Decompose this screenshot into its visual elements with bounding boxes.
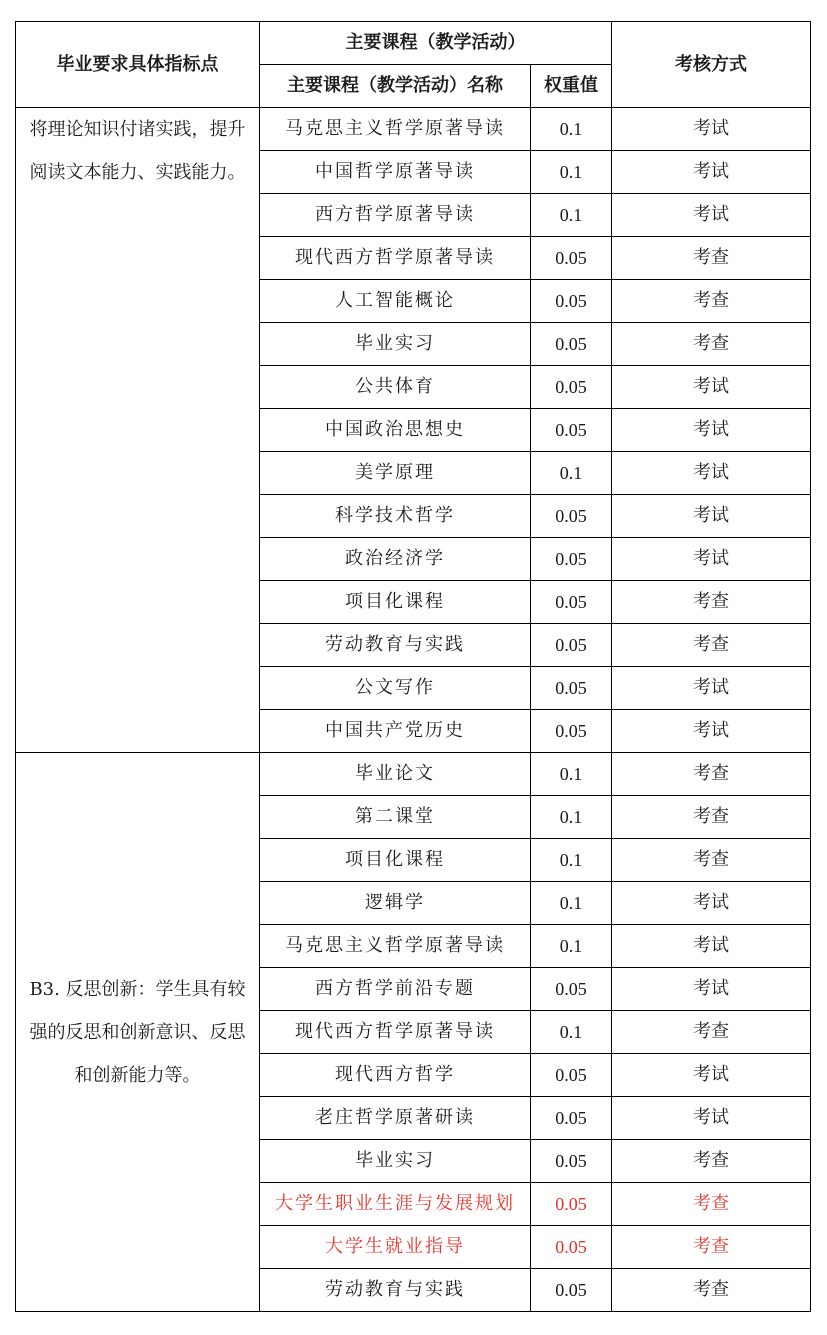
weight-cell: 0.05: [531, 1269, 612, 1312]
assessment-cell: 考查: [612, 1226, 811, 1269]
assessment-cell: 考查: [612, 1269, 811, 1312]
course-name-cell: 大学生职业生涯与发展规划: [260, 1183, 531, 1226]
table-row: [16, 108, 811, 151]
header-indicator: 毕业要求具体指标点: [16, 22, 260, 108]
course-name-cell: 人工智能概论: [260, 280, 531, 323]
assessment-cell: 考试: [612, 194, 811, 237]
course-name-cell: 项目化课程: [260, 839, 531, 882]
course-name-cell: 科学技术哲学: [260, 495, 531, 538]
assessment-cell: 考试: [612, 710, 811, 753]
table-row: [16, 753, 811, 796]
assessment-cell: 考试: [612, 538, 811, 581]
course-table: [15, 21, 811, 1312]
course-name-cell: 中国政治思想史: [260, 409, 531, 452]
weight-cell: 0.05: [531, 667, 612, 710]
course-name-cell: 逻辑学: [260, 882, 531, 925]
course-name-cell: 公共体育: [260, 366, 531, 409]
assessment-cell: 考查: [612, 839, 811, 882]
assessment-cell: 考查: [612, 280, 811, 323]
weight-cell: 0.1: [531, 108, 612, 151]
weight-cell: 0.1: [531, 925, 612, 968]
assessment-cell: 考试: [612, 409, 811, 452]
weight-cell: 0.05: [531, 581, 612, 624]
course-name-cell: 马克思主义哲学原著导读: [260, 925, 531, 968]
assessment-cell: 考试: [612, 151, 811, 194]
weight-cell: 0.1: [531, 151, 612, 194]
assessment-cell: 考查: [612, 1183, 811, 1226]
weight-cell: 0.05: [531, 538, 612, 581]
header-main-courses: 主要课程（教学活动）: [260, 22, 612, 65]
weight-cell: 0.1: [531, 839, 612, 882]
assessment-cell: 考试: [612, 925, 811, 968]
header-weight: 权重值: [531, 65, 612, 108]
course-name-cell: 中国哲学原著导读: [260, 151, 531, 194]
course-name-cell: 现代西方哲学原著导读: [260, 237, 531, 280]
weight-cell: 0.05: [531, 710, 612, 753]
course-name-cell: 马克思主义哲学原著导读: [260, 108, 531, 151]
assessment-cell: 考试: [612, 452, 811, 495]
weight-cell: 0.05: [531, 237, 612, 280]
header-assessment: 考核方式: [612, 22, 811, 108]
weight-cell: 0.05: [531, 1097, 612, 1140]
course-name-cell: 劳动教育与实践: [260, 624, 531, 667]
assessment-cell: 考查: [612, 624, 811, 667]
assessment-cell: 考查: [612, 753, 811, 796]
course-name-cell: 现代西方哲学原著导读: [260, 1011, 531, 1054]
course-name-cell: 西方哲学前沿专题: [260, 968, 531, 1011]
weight-cell: 0.05: [531, 1140, 612, 1183]
course-name-cell: 毕业实习: [260, 323, 531, 366]
weight-cell: 0.05: [531, 968, 612, 1011]
assessment-cell: 考试: [612, 1054, 811, 1097]
weight-cell: 0.1: [531, 1011, 612, 1054]
course-name-cell: 美学原理: [260, 452, 531, 495]
indicator-cell: 将理论知识付诸实践，提升阅读文本能力、实践能力。: [16, 108, 260, 753]
course-name-cell: 项目化课程: [260, 581, 531, 624]
weight-cell: 0.05: [531, 1183, 612, 1226]
assessment-cell: 考试: [612, 1097, 811, 1140]
weight-cell: 0.1: [531, 194, 612, 237]
assessment-cell: 考查: [612, 323, 811, 366]
course-name-cell: 大学生就业指导: [260, 1226, 531, 1269]
weight-cell: 0.05: [531, 1054, 612, 1097]
course-name-cell: 现代西方哲学: [260, 1054, 531, 1097]
table-body: [16, 108, 811, 1312]
course-name-cell: 老庄哲学原著研读: [260, 1097, 531, 1140]
course-name-cell: 毕业实习: [260, 1140, 531, 1183]
weight-cell: 0.05: [531, 409, 612, 452]
assessment-cell: 考查: [612, 1011, 811, 1054]
course-name-cell: 政治经济学: [260, 538, 531, 581]
course-name-cell: 第二课堂: [260, 796, 531, 839]
header-course-name: 主要课程（教学活动）名称: [260, 65, 531, 108]
assessment-cell: 考查: [612, 796, 811, 839]
weight-cell: 0.1: [531, 796, 612, 839]
assessment-cell: 考查: [612, 581, 811, 624]
weight-cell: 0.1: [531, 452, 612, 495]
assessment-cell: 考试: [612, 108, 811, 151]
course-name-cell: 劳动教育与实践: [260, 1269, 531, 1312]
course-name-cell: 西方哲学原著导读: [260, 194, 531, 237]
course-name-cell: 公文写作: [260, 667, 531, 710]
weight-cell: 0.1: [531, 882, 612, 925]
weight-cell: 0.05: [531, 624, 612, 667]
assessment-cell: 考试: [612, 667, 811, 710]
assessment-cell: 考试: [612, 882, 811, 925]
assessment-cell: 考查: [612, 1140, 811, 1183]
weight-cell: 0.05: [531, 323, 612, 366]
assessment-cell: 考试: [612, 366, 811, 409]
weight-cell: 0.05: [531, 1226, 612, 1269]
assessment-cell: 考试: [612, 968, 811, 1011]
assessment-cell: 考试: [612, 495, 811, 538]
course-name-cell: 毕业论文: [260, 753, 531, 796]
course-name-cell: 中国共产党历史: [260, 710, 531, 753]
weight-cell: 0.05: [531, 280, 612, 323]
weight-cell: 0.05: [531, 366, 612, 409]
assessment-cell: 考查: [612, 237, 811, 280]
indicator-cell: B3. 反思创新：学生具有较强的反思和创新意识、反思和创新能力等。: [16, 753, 260, 1312]
weight-cell: 0.1: [531, 753, 612, 796]
weight-cell: 0.05: [531, 495, 612, 538]
